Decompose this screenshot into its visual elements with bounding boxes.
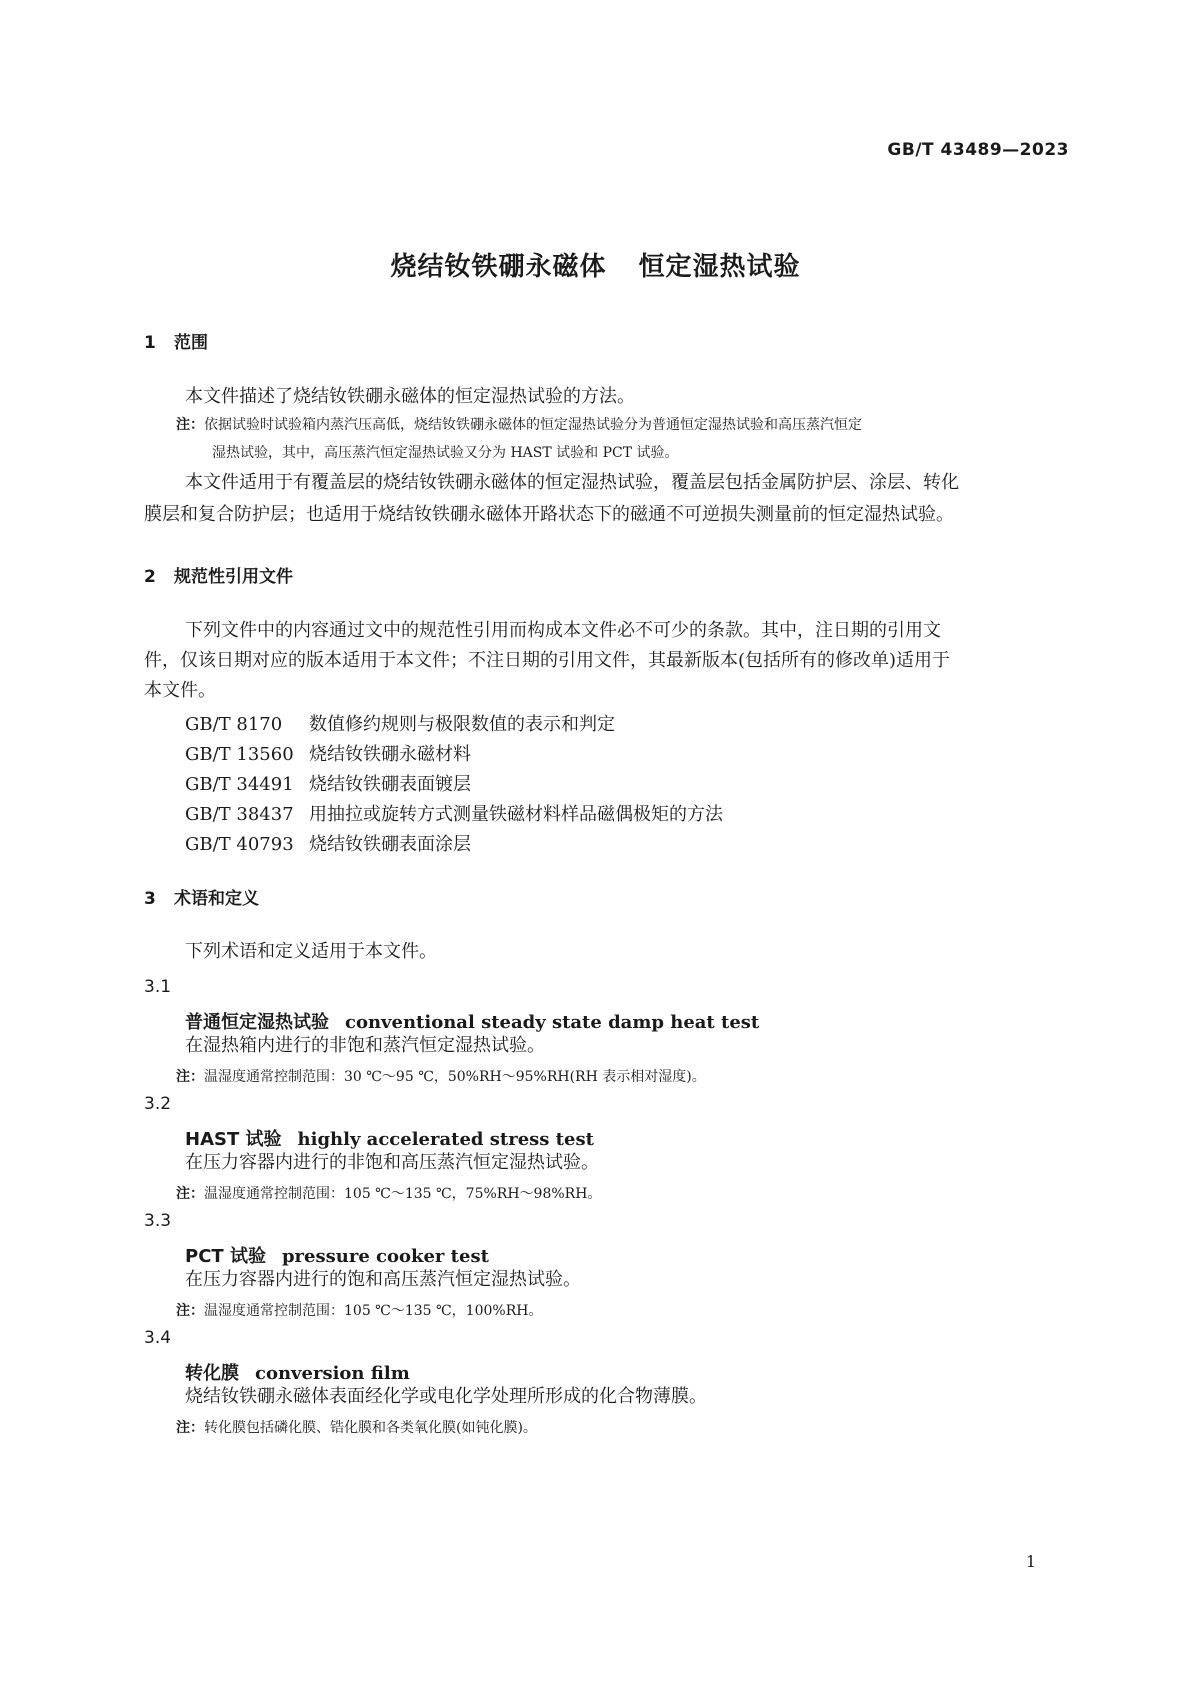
reference-title: 烧结钕铁硼永磁材料 (309, 744, 471, 765)
document-title (0, 246, 1191, 283)
reference-code: GB/T 38437 (185, 804, 294, 825)
term-note (176, 1063, 1064, 1091)
reference-item (185, 710, 615, 736)
reference-code: GB/T 34491 (185, 774, 294, 795)
section-title: 范围 (174, 333, 208, 353)
note-text: 温湿度通常控制范围：105 ℃～135 ℃，75%RH～98%RH。 (204, 1186, 602, 1202)
term-en: highly accelerated stress test (297, 1129, 594, 1150)
term-en: pressure cooker test (281, 1246, 489, 1267)
refs-paragraph-line-1: 下列文件中的内容通过文中的规范性引用而构成本文件必不可少的条款。其中，注日期的引用文 (185, 620, 941, 641)
term-definition: 在压力容器内进行的非饱和高压蒸汽恒定湿热试验。 (185, 1152, 599, 1173)
reference-code: GB/T 13560 (185, 744, 294, 765)
term-en: conversion film (255, 1363, 410, 1384)
reference-item (185, 830, 471, 856)
term-number: 3.4 (144, 1328, 172, 1348)
term-number: 3.1 (144, 977, 172, 997)
section-title: 术语和定义 (174, 889, 259, 909)
page-number: 1 (1025, 1552, 1036, 1571)
note-label: 注： (176, 1303, 204, 1319)
refs-paragraph-line-3: 本文件。 (144, 680, 216, 701)
reference-item (185, 740, 471, 766)
term-zh: HAST 试验 (185, 1129, 282, 1150)
scope-note (176, 411, 1064, 467)
reference-title: 烧结钕铁硼表面镀层 (309, 774, 471, 795)
term-definition: 烧结钕铁硼永磁体表面经化学或电化学处理所形成的化合物薄膜。 (185, 1386, 707, 1407)
term-definition: 在压力容器内进行的饱和高压蒸汽恒定湿热试验。 (185, 1269, 581, 1290)
terms-intro: 下列术语和定义适用于本文件。 (185, 941, 437, 962)
note-line-2: 湿热试验，其中，高压蒸汽恒定湿热试验又分为 HAST 试验和 PCT 试验。 (212, 445, 679, 461)
term-note (176, 1414, 1064, 1442)
section-title: 规范性引用文件 (174, 567, 293, 587)
section-1-heading (144, 328, 208, 353)
note-text: 温湿度通常控制范围：30 ℃～95 ℃，50%RH～95%RH(RH 表示相对湿度)。 (204, 1069, 706, 1085)
section-number: 1 (144, 333, 156, 353)
term-zh: 转化膜 (185, 1363, 239, 1384)
reference-item (185, 800, 723, 826)
scope-paragraph-2-line-1: 本文件适用于有覆盖层的烧结钕铁硼永磁体的恒定湿热试验，覆盖层包括金属防护层、涂层、转化 (185, 472, 959, 493)
section-2-heading (144, 562, 293, 587)
note-text: 温湿度通常控制范围：105 ℃～135 ℃，100%RH。 (204, 1303, 543, 1319)
title-part-2: 恒定湿热试验 (638, 252, 801, 282)
note-label: 注： (176, 417, 204, 433)
term-definition: 在湿热箱内进行的非饱和蒸汽恒定湿热试验。 (185, 1035, 545, 1056)
term-zh: 普通恒定湿热试验 (185, 1012, 329, 1033)
section-number: 2 (144, 567, 156, 587)
note-label: 注： (176, 1420, 204, 1436)
note-line-1: 依据试验时试验箱内蒸汽压高低，烧结钕铁硼永磁体的恒定湿热试验分为普通恒定湿热试验和高压蒸汽恒定 (204, 417, 862, 433)
title-part-1: 烧结钕铁硼永磁体 (390, 252, 607, 282)
note-text: 转化膜包括磷化膜、锆化膜和各类氧化膜(如钝化膜)。 (204, 1420, 537, 1436)
scope-paragraph-2-line-2: 膜层和复合防护层；也适用于烧结钕铁硼永磁体开路状态下的磁通不可逆损失测量前的恒定湿热试验。 (144, 504, 954, 525)
note-label: 注： (176, 1069, 204, 1085)
reference-title: 烧结钕铁硼表面涂层 (309, 834, 471, 855)
term-note (176, 1180, 1064, 1208)
refs-paragraph-line-2: 件，仅该日期对应的版本适用于本文件；不注日期的引用文件，其最新版本(包括所有的修改单)适用于 (144, 650, 951, 671)
section-3-heading (144, 884, 259, 909)
term-en: conventional steady state damp heat test (345, 1012, 760, 1033)
term-zh: PCT 试验 (185, 1246, 266, 1267)
note-label: 注： (176, 1186, 204, 1202)
scope-paragraph-1: 本文件描述了烧结钕铁硼永磁体的恒定湿热试验的方法。 (185, 386, 635, 407)
reference-code: GB/T 8170 (185, 714, 283, 735)
reference-title: 用抽拉或旋转方式测量铁磁材料样品磁偶极矩的方法 (309, 804, 723, 825)
reference-title: 数值修约规则与极限数值的表示和判定 (309, 714, 615, 735)
reference-code: GB/T 40793 (185, 834, 294, 855)
section-number: 3 (144, 889, 156, 909)
term-note (176, 1297, 1064, 1325)
term-number: 3.3 (144, 1211, 172, 1231)
term-number: 3.2 (144, 1094, 172, 1114)
standard-number: GB/T 43489—2023 (887, 140, 1069, 160)
reference-item (185, 770, 471, 796)
